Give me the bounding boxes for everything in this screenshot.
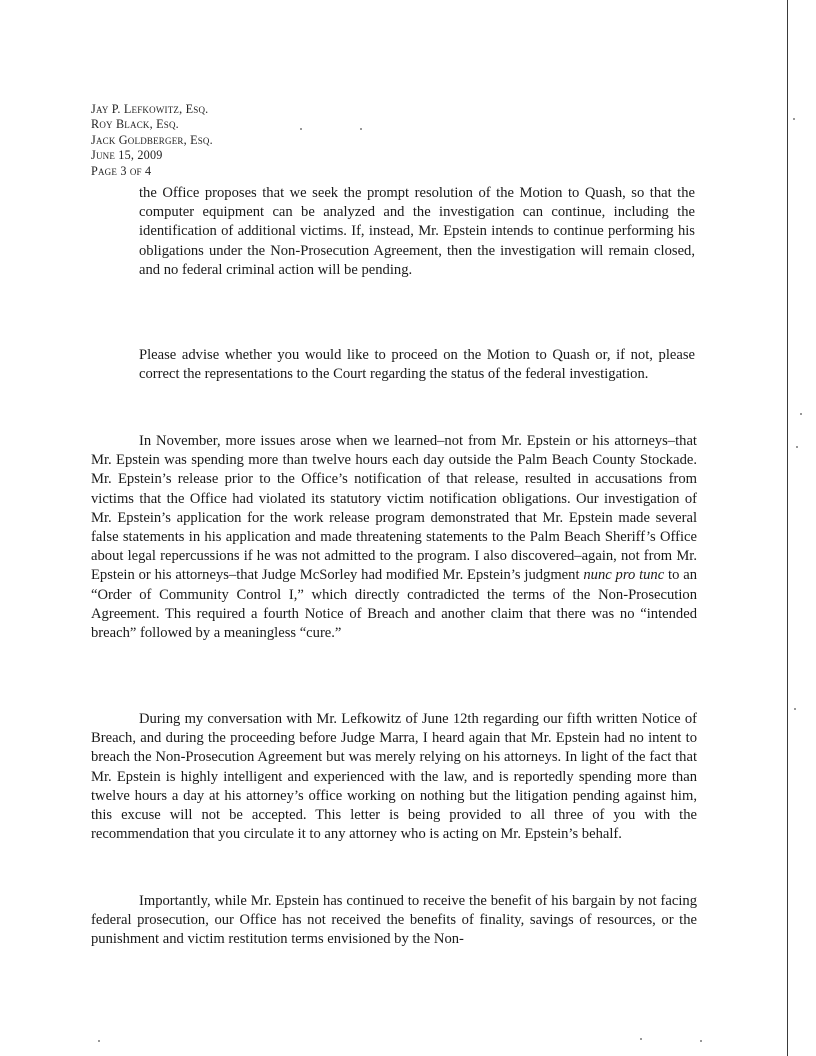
scan-speck bbox=[640, 1038, 642, 1040]
scan-speck bbox=[796, 446, 798, 448]
scan-speck bbox=[98, 1040, 100, 1042]
italic-term: nunc pro tunc bbox=[583, 567, 665, 584]
header-recipient-1: Jay P. Lefkowitz, Esq. bbox=[91, 102, 209, 116]
scan-speck bbox=[794, 708, 796, 710]
paragraph-text: During my conversation with Mr. Lefkowitz of June 12th regarding our fifth written Notice of Breach, and during the proceeding before Judge Marra, I heard again that Mr. Epstein had no intent to breach the Non-Prosecution Agreement but was merely relying on his attorneys. In light of the fact that Mr. Epstein is highly intelligent and experienced with the law, and is reportedly spending more than twelve hours a day at his attorney’s office working on nothing but the litigation pending against him, this excuse will not be accepted. This letter is being provided to all three of you with the recommendation that you circulate it to any attorney who is acting on Mr. Epstein’s behalf. bbox=[91, 711, 697, 843]
paragraph-text: Importantly, while Mr. Epstein has continued to receive the benefit of his bargain by not facing federal prosecution, our Office has not received the benefits of finality, savings of resources, or the punishment and victim restitution terms envisioned by the Non- bbox=[91, 893, 697, 948]
indented-paragraph-2 bbox=[139, 346, 695, 384]
paragraph-november-issues bbox=[91, 432, 697, 643]
letter-header bbox=[91, 102, 213, 179]
header-recipient-2: Roy Black, Esq. bbox=[91, 117, 179, 132]
paragraph-text: Please advise whether you would like to proceed on the Motion to Quash or, if not, please correct the representations to the Court regarding the status of the federal investigation. bbox=[139, 347, 695, 383]
header-recipient-3: Jack Goldberger, Esq. bbox=[91, 132, 213, 147]
header-page-number: Page 3 of 4 bbox=[91, 163, 152, 178]
scan-edge-line bbox=[787, 0, 788, 1056]
scan-speck bbox=[700, 1040, 702, 1042]
paragraph-text bbox=[91, 432, 697, 643]
indented-paragraph-1 bbox=[139, 184, 695, 280]
paragraph-conversation bbox=[91, 710, 697, 844]
header-date: June 15, 2009 bbox=[91, 148, 163, 163]
text-run: In November, more issues arose when we learned–not from Mr. Epstein or his attorneys–that Mr. Epstein was spending more than twelve hours each day outside the Palm Beach County Stockade. Mr. Epstein’s release prior to the Office’s notification of that release, resulted in accusations from victims that the Office had violated its statutory victim notification obligations. Our investigation of Mr. Epstein’s application for the work release program demonstrated that Mr. Epstein made several false statements in his application and made threatening statements to the Palm Beach Sheriff’s Office about legal repercussions if he was not admitted to the program. I also discovered–again, not from Mr. Epstein or his attorneys–that Judge McSorley had modified Mr. Epstein’s judgment bbox=[91, 433, 697, 584]
paragraph-importantly bbox=[91, 892, 697, 950]
scan-speck bbox=[800, 413, 802, 415]
scan-speck bbox=[793, 118, 795, 120]
scan-speck bbox=[360, 128, 362, 130]
scan-speck bbox=[300, 128, 302, 130]
text-run: to an “Order of Community Control I,” which directly contradicted the terms of the Non-Prosecution Agreement. This required a fourth Notice of Breach and another claim that there was no “intended breach” followed by a meaningless “cure.” bbox=[91, 567, 697, 642]
paragraph-text: the Office proposes that we seek the prompt resolution of the Motion to Quash, so that the computer equipment can be analyzed and the investigation can continue, including the identification of additional victims. If, instead, Mr. Epstein intends to continue performing his obligations under the Non-Prosecution Agreement, then the investigation will remain closed, and no federal criminal action will be pending. bbox=[139, 185, 695, 278]
